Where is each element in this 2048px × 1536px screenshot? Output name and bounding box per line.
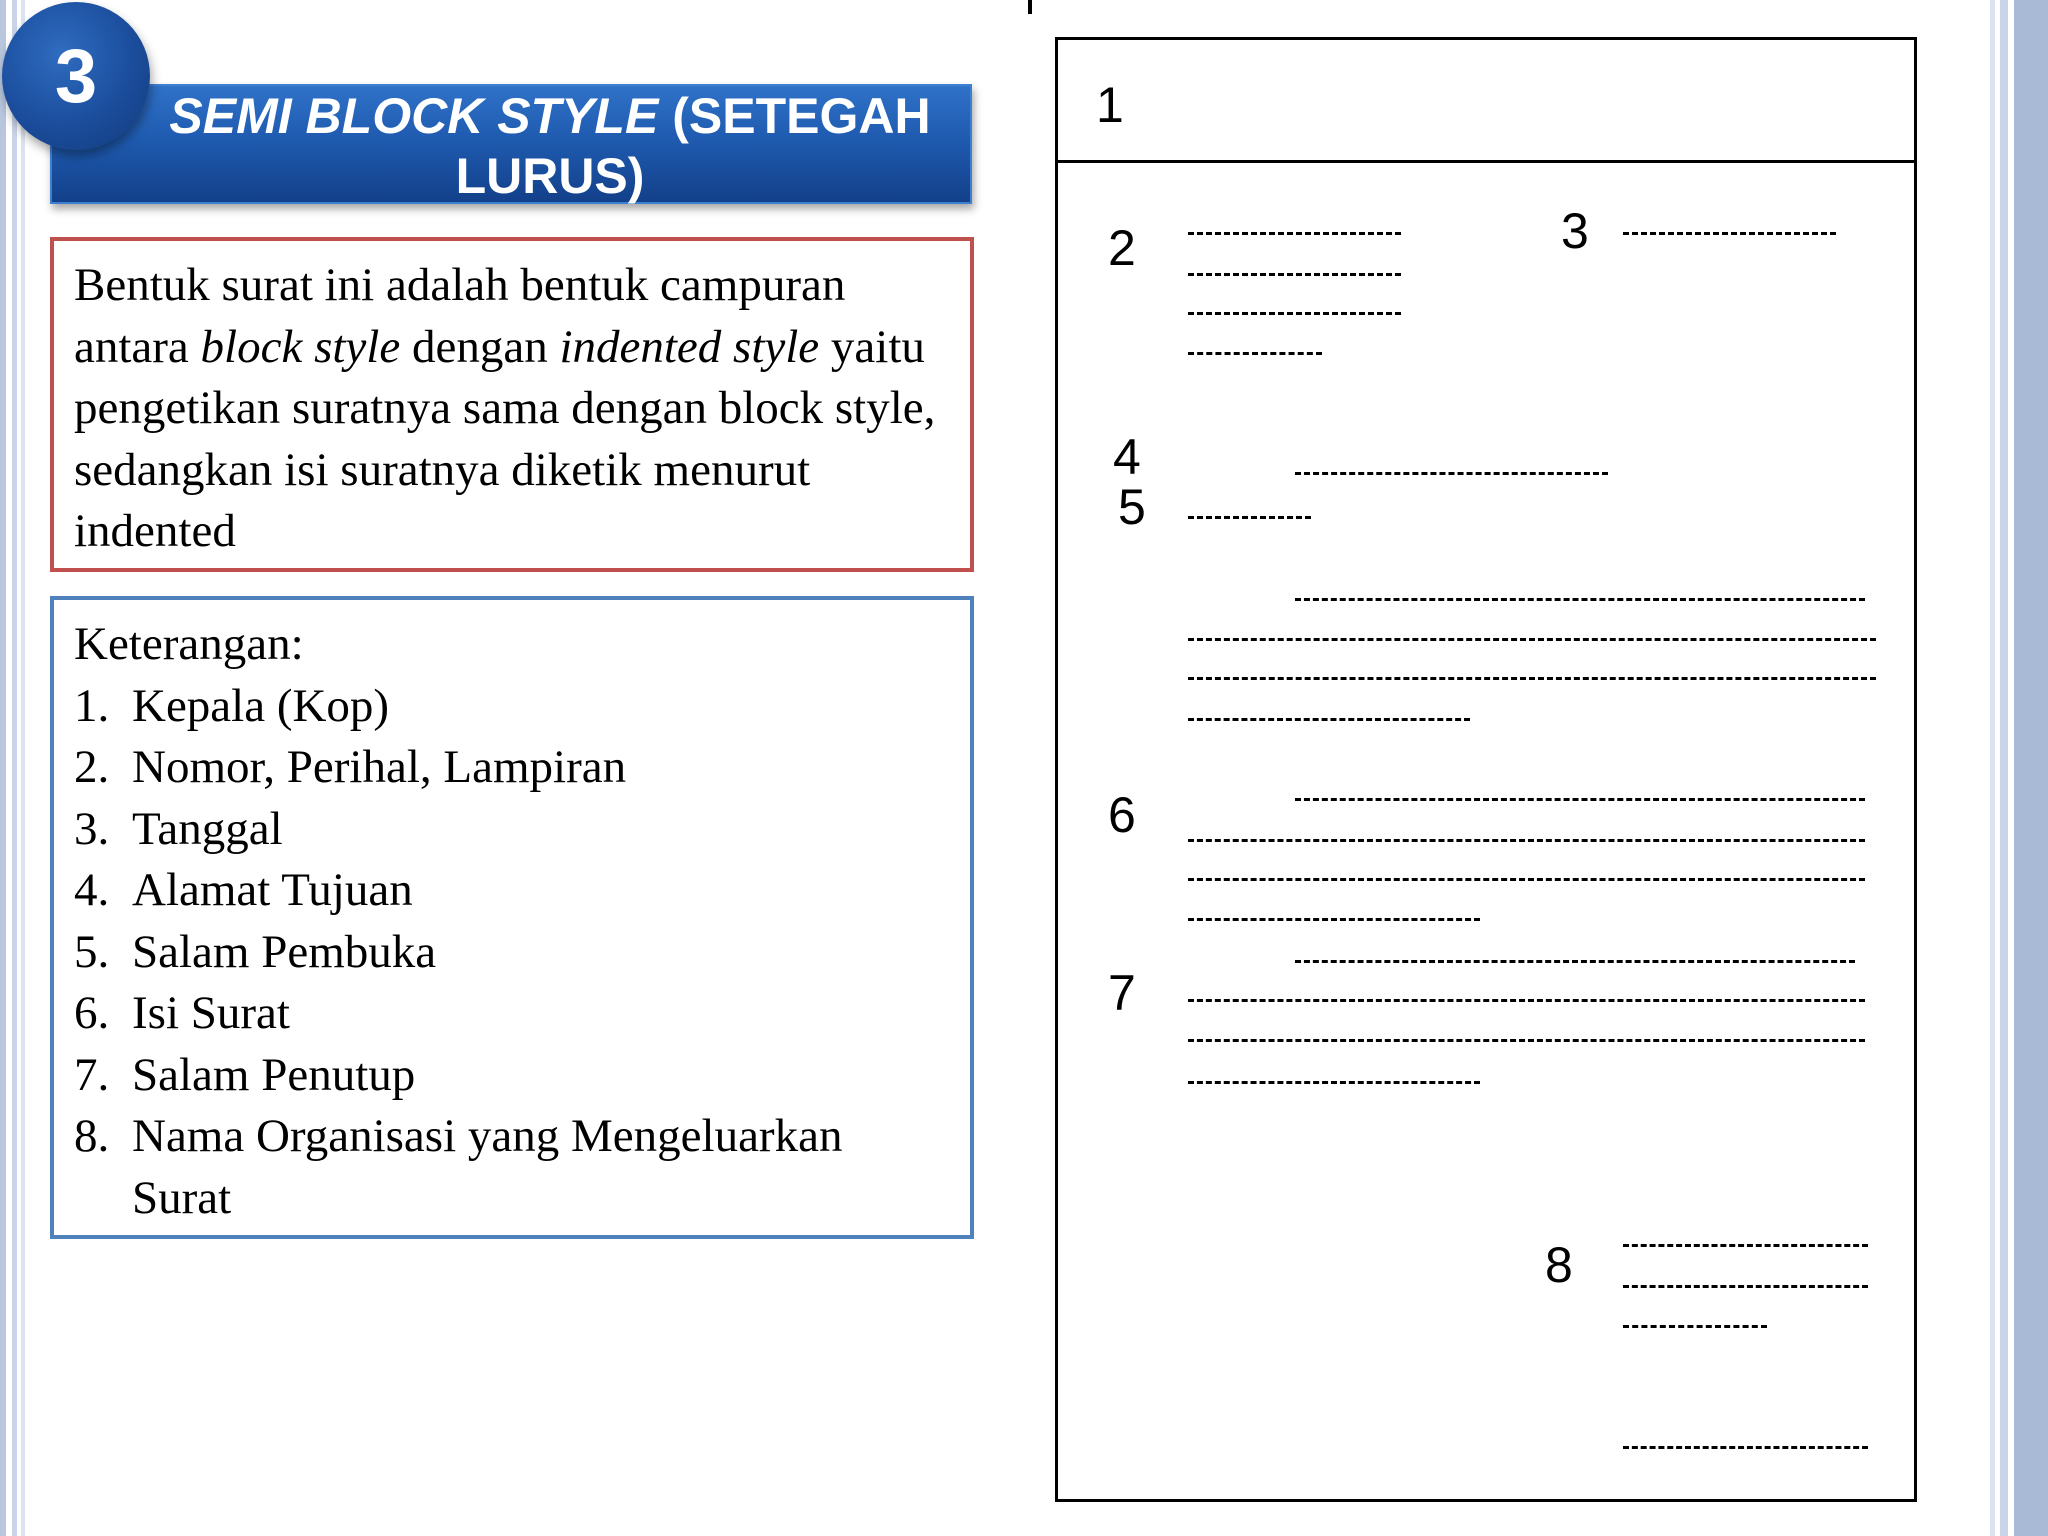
- list-item-text: Alamat Tujuan: [132, 864, 413, 916]
- title-rest: (SETEGAH LURUS): [455, 88, 931, 204]
- right-stripe-1: [1990, 0, 1995, 1536]
- list-item-number: 3.: [74, 802, 110, 855]
- list-item-number: 7.: [74, 1048, 110, 1101]
- label-nomor: 2: [1108, 220, 1136, 276]
- desc-part1: Bentuk surat ini adalah bentuk campuran antara: [74, 259, 846, 373]
- description-box: [50, 237, 974, 572]
- label-organisasi: 8: [1545, 1237, 1573, 1293]
- dotted-line: [1188, 677, 1876, 680]
- top-tick-mark: [1028, 0, 1032, 14]
- left-stripe-3: [21, 0, 25, 1536]
- list-item-text: Tanggal: [132, 802, 283, 855]
- list-item-text: Isi Surat: [132, 987, 290, 1039]
- desc-part3: yaitu pengetikan suratnya sama dengan block style, sedangkan isi suratnya diketik menurut indented: [74, 320, 936, 557]
- list-item: [74, 983, 952, 1045]
- keterangan-box: [50, 596, 974, 1239]
- left-stripe-1: [0, 0, 6, 1536]
- list-item-text: Kepala (Kop): [132, 679, 390, 732]
- dotted-line: [1188, 918, 1480, 921]
- list-item: [74, 676, 952, 738]
- list-item-number: 4.: [74, 864, 110, 916]
- dotted-line: [1188, 718, 1470, 721]
- dotted-line: [1188, 232, 1401, 235]
- dotted-line: [1188, 516, 1311, 519]
- list-item-number: 8.: [74, 1110, 110, 1162]
- list-item: [74, 799, 952, 861]
- dotted-line: [1623, 1244, 1868, 1247]
- dotted-line: [1188, 839, 1865, 842]
- label-alamat: 4: [1113, 429, 1141, 485]
- letter-diagram: [1055, 37, 1917, 1502]
- dotted-line: [1188, 273, 1401, 276]
- label-kop: 1: [1096, 77, 1124, 133]
- letter-header-divider: [1058, 160, 1914, 163]
- title-italic: SEMI BLOCK STYLE: [169, 88, 659, 144]
- dotted-line: [1188, 1081, 1480, 1084]
- slide-number-badge: 3: [2, 2, 150, 150]
- list-item: [74, 1045, 952, 1107]
- right-stripe-2: [2000, 0, 2008, 1536]
- slide-title: [150, 86, 950, 206]
- dotted-line: [1623, 1285, 1868, 1288]
- dotted-line: [1295, 598, 1865, 601]
- desc-em2: indented style: [559, 320, 820, 373]
- dotted-line: [1188, 312, 1401, 315]
- list-item: [74, 860, 952, 922]
- keterangan-list: [74, 676, 952, 1230]
- dotted-line: [1295, 960, 1855, 963]
- dotted-line: [1295, 472, 1608, 475]
- dotted-line: [1623, 1325, 1767, 1328]
- label-salam-penutup: 7: [1108, 965, 1136, 1021]
- desc-part2: dengan: [400, 320, 560, 373]
- dotted-line: [1188, 878, 1865, 881]
- dotted-line: [1623, 1446, 1868, 1449]
- dotted-line: [1188, 638, 1876, 641]
- label-tanggal: 3: [1561, 203, 1589, 259]
- left-stripe-2: [12, 0, 17, 1536]
- dotted-line: [1188, 352, 1322, 355]
- list-item: [74, 737, 952, 799]
- list-item-number: 5.: [74, 925, 110, 978]
- list-item-text: Salam Penutup: [132, 1048, 416, 1101]
- label-salam-pembuka: 5: [1118, 479, 1146, 535]
- dotted-line: [1295, 798, 1865, 801]
- dotted-line: [1623, 232, 1836, 235]
- list-item-text: Salam Pembuka: [132, 925, 437, 978]
- list-item-number: 6.: [74, 987, 110, 1039]
- label-isi: 6: [1108, 787, 1136, 843]
- list-item: [74, 922, 952, 984]
- desc-em1: block style: [200, 320, 401, 373]
- keterangan-heading: Keterangan:: [74, 618, 304, 670]
- dotted-line: [1188, 1039, 1865, 1042]
- dotted-line: [1188, 999, 1865, 1002]
- list-item: [74, 1106, 952, 1229]
- list-item-number: 1.: [74, 679, 110, 732]
- list-item-text: Nomor, Perihal, Lampiran: [132, 741, 627, 793]
- list-item-number: 2.: [74, 741, 110, 793]
- right-stripe-3: [2014, 0, 2048, 1536]
- list-item-text: Nama Organisasi yang Mengeluarkan Surat: [132, 1110, 843, 1224]
